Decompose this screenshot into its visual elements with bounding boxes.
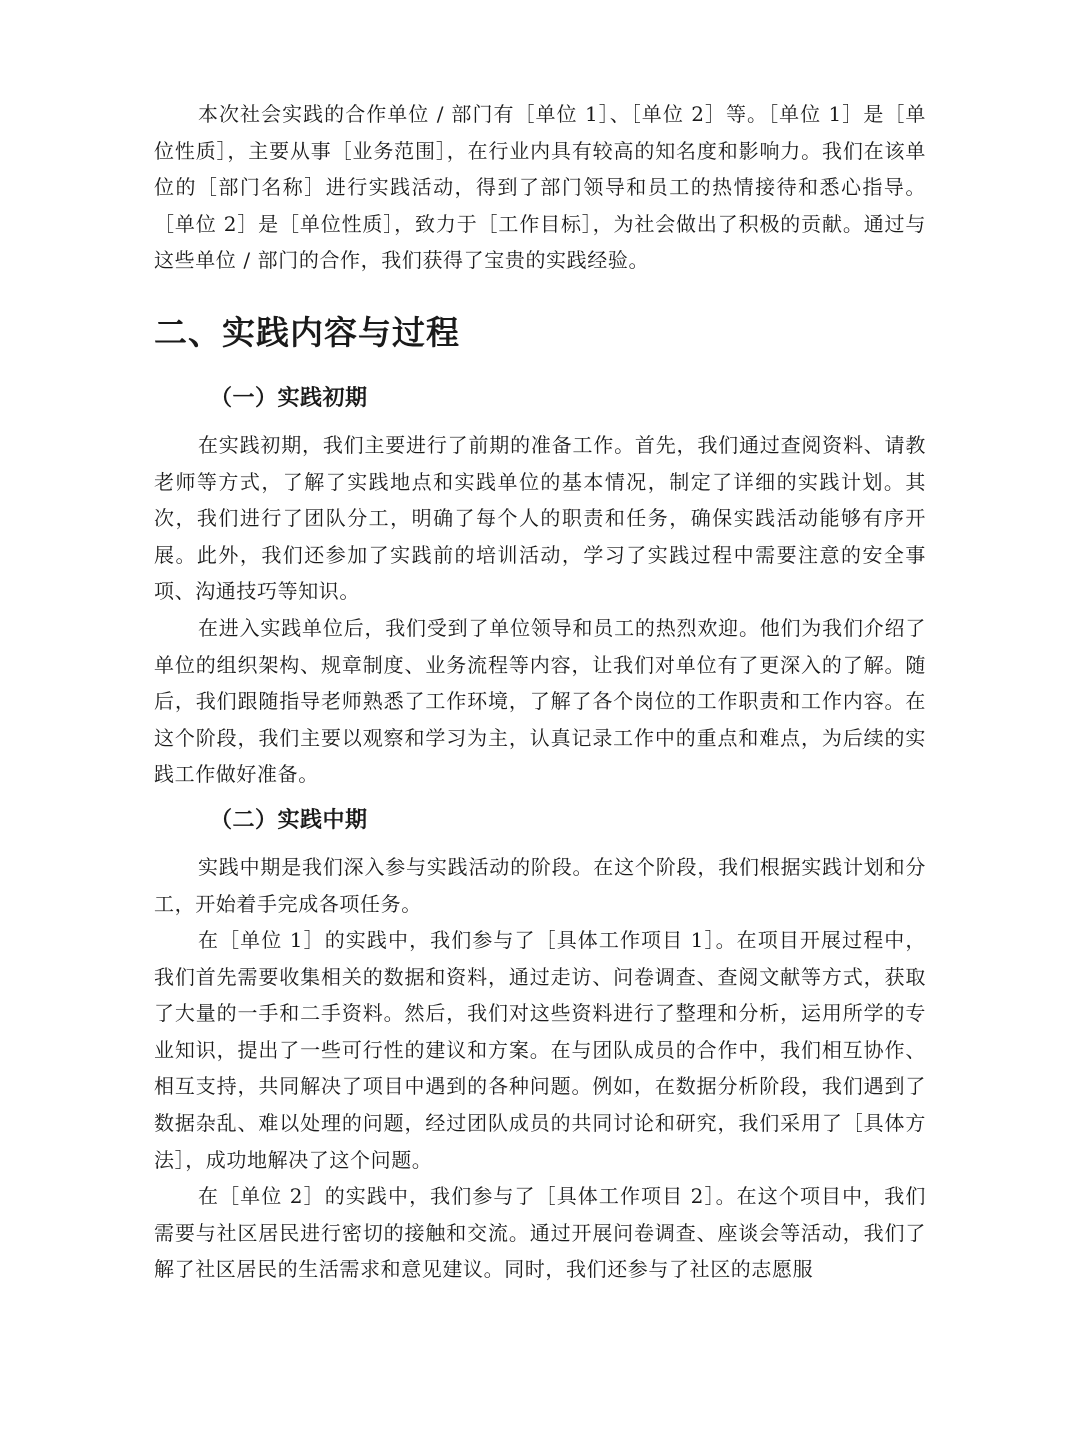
intro-paragraph: 本次社会实践的合作单位 / 部门有［单位 1］、［单位 2］等。［单位 1］是［单位性质］，主要从事［业务范围］，在行业内具有较高的知名度和影响力。我们在该单位的［部门名称］进行实践活动，得到了部门领导和员工的热情接待和悉心指导。［单位 2］是［单位性质］，致力于［工作目标］，为社会做出了积极的贡献。通过与这些单位 / 部门的合作，我们获得了宝贵的实践经验。 <box>154 102 926 273</box>
middle-stage-paragraph-1: 实践中期是我们深入参与实践活动的阶段。在这个阶段，我们根据实践计划和分工，开始着手完成各项任务。 <box>154 854 926 916</box>
early-stage-paragraph-1: 在实践初期，我们主要进行了前期的准备工作。首先，我们通过查阅资料、请教老师等方式，了解了实践地点和实践单位的基本情况，制定了详细的实践计划。其次，我们进行了团队分工，明确了每个人的职责和任务，确保实践活动能够有序开展。此外，我们还参加了实践前的培训活动，学习了实践过程中需要注意的安全事项、沟通技巧等知识。 <box>154 432 926 604</box>
early-stage-paragraph-2: 在进入实践单位后，我们受到了单位领导和员工的热烈欢迎。他们为我们介绍了单位的组织架构、规章制度、业务流程等内容，让我们对单位有了更深入的了解。随后，我们跟随指导老师熟悉了工作环境，了解了各个岗位的工作职责和工作内容。在这个阶段，我们主要以观察和学习为主，认真记录工作中的重点和难点，为后续的实践工作做好准备。 <box>154 615 926 787</box>
middle-stage-paragraph-2: 在［单位 1］的实践中，我们参与了［具体工作项目 1］。在项目开展过程中，我们首先需要收集相关的数据和资料，通过走访、问卷调查、查阅文献等方式，获取了大量的一手和二手资料。然后，我们对这些资料进行了整理和分析，运用所学的专业知识，提出了一些可行性的建议和方案。在与团队成员的合作中，我们相互协作、相互支持，共同解决了项目中遇到的各种问题。例如，在数据分析阶段，我们遇到了数据杂乱、难以处理的问题，经过团队成员的共同讨论和研究，我们采用了［具体方法］，成功地解决了这个问题。 <box>154 928 926 1172</box>
section-heading-practice-content: 二、实践内容与过程 <box>154 312 460 352</box>
sub-heading-early-stage: （一）实践初期 <box>210 385 368 411</box>
sub-heading-middle-stage: （二）实践中期 <box>210 807 368 833</box>
document-page <box>154 96 926 1288</box>
middle-stage-paragraph-3: 在［单位 2］的实践中，我们参与了［具体工作项目 2］。在这个项目中，我们需要与社区居民进行密切的接触和交流。通过开展问卷调查、座谈会等活动，我们了解了社区居民的生活需求和意见建议。同时，我们还参与了社区的志愿服 <box>154 1184 926 1282</box>
